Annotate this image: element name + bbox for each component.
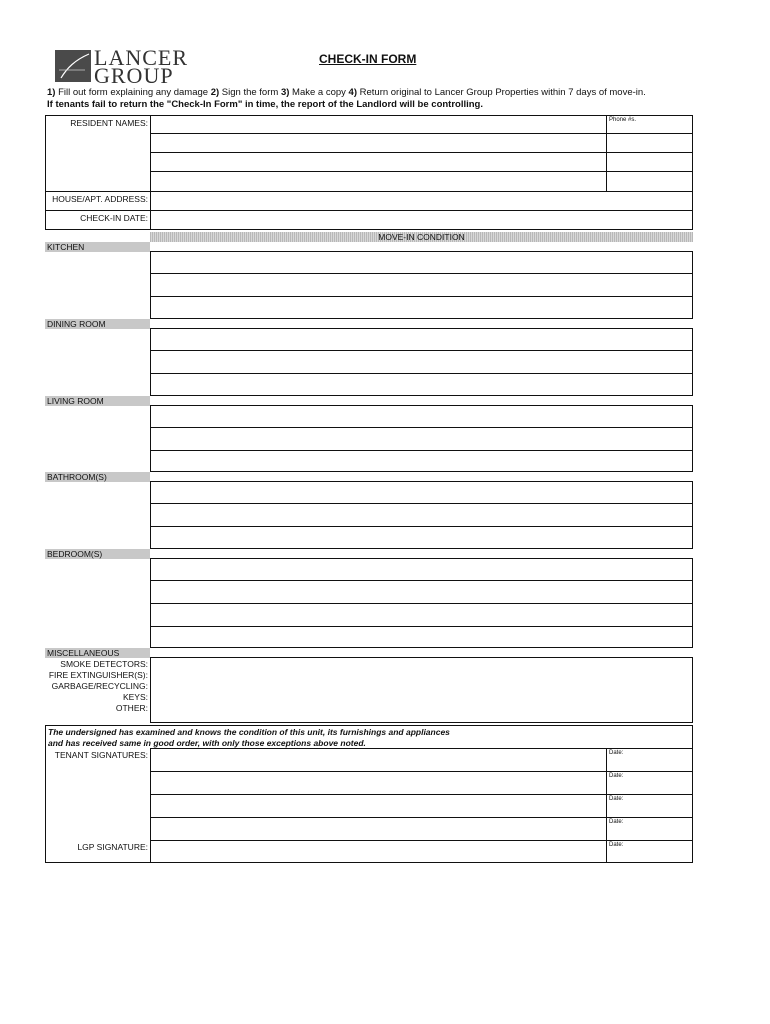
step-1-text: Fill out form explaining any damage [55, 87, 211, 98]
date-label: Date: [609, 819, 624, 825]
section-bathrooms: BATHROOM(S) [45, 472, 150, 482]
section-miscellaneous: MISCELLANEOUS [45, 648, 150, 658]
kitchen-line-2[interactable] [152, 275, 692, 295]
dining-line-3[interactable] [152, 375, 692, 395]
resident-name-field-3[interactable] [152, 155, 604, 169]
divider [150, 580, 693, 581]
lgp-signature-label: LGP SIGNATURE: [77, 842, 148, 852]
instructions [47, 87, 646, 98]
step-4-text: Return original to Lancer Group Properties within 7 days of move-in. [356, 87, 646, 98]
resident-name-field-4[interactable] [152, 174, 604, 189]
divider [150, 450, 693, 451]
section-living-room: LIVING ROOM [45, 396, 150, 406]
section-kitchen: KITCHEN [45, 242, 150, 252]
date-field-3[interactable] [630, 796, 692, 816]
warning-text: If tenants fail to return the "Check-In Form" in time, the report of the Landlord will be controlling. [47, 99, 483, 110]
divider [150, 273, 693, 274]
fire-extinguishers-label: FIRE EXTINGUISHER(S): [48, 670, 148, 680]
step-1-number: 1) [47, 87, 56, 98]
bathroom-line-1[interactable] [152, 482, 692, 502]
statement-line-1: The undersigned has examined and knows the condition of this unit, its furnishings and appliances [48, 727, 450, 737]
divider [150, 817, 693, 818]
bathroom-line-3[interactable] [152, 528, 692, 548]
divider [45, 191, 693, 192]
date-label: Date: [609, 842, 624, 848]
bedroom-line-3[interactable] [152, 605, 692, 625]
date-field-5[interactable] [630, 842, 692, 862]
step-3-text: Make a copy [289, 87, 349, 98]
living-line-1[interactable] [152, 406, 692, 426]
living-line-2[interactable] [152, 429, 692, 449]
resident-names-label: RESIDENT NAMES: [70, 118, 148, 128]
divider [150, 350, 693, 351]
logo-text-lancer: LANCER [94, 45, 188, 70]
phone-field[interactable] [608, 128, 692, 190]
tenant-signature-field-4[interactable] [152, 819, 604, 839]
move-in-condition-label: MOVE-IN CONDITION [378, 232, 465, 242]
other-label: OTHER: [115, 703, 148, 713]
kitchen-line-1[interactable] [152, 252, 692, 272]
section-dining-room: DINING ROOM [45, 319, 150, 329]
divider [150, 626, 693, 627]
divider [606, 115, 607, 192]
tenant-signatures-label: TENANT SIGNATURES: [54, 750, 148, 760]
checkin-date-label: CHECK-IN DATE: [80, 213, 148, 223]
tenant-signature-field-2[interactable] [152, 773, 604, 793]
step-4-number: 4) [348, 87, 357, 98]
logo-mark [55, 50, 91, 82]
lgp-signature-field[interactable] [152, 842, 604, 862]
date-label: Date: [609, 750, 624, 756]
section-bedrooms: BEDROOM(S) [45, 549, 150, 559]
living-line-3[interactable] [152, 452, 692, 471]
date-field-4[interactable] [630, 819, 692, 839]
divider [150, 603, 693, 604]
divider [150, 794, 693, 795]
tenant-signature-field-1[interactable] [152, 750, 604, 770]
checkin-date-field[interactable] [152, 212, 692, 228]
kitchen-line-3[interactable] [152, 298, 692, 318]
bathroom-line-2[interactable] [152, 505, 692, 525]
bedroom-line-4[interactable] [152, 628, 692, 647]
phone-label: Phone #s. [609, 117, 637, 123]
form-title: CHECK-IN FORM [319, 52, 417, 66]
divider [150, 771, 693, 772]
divider [150, 840, 693, 841]
date-label: Date: [609, 773, 624, 779]
dining-line-1[interactable] [152, 329, 692, 349]
divider [150, 427, 693, 428]
divider [150, 373, 693, 374]
smoke-detectors-label: SMOKE DETECTORS: [60, 659, 148, 669]
statement-line-2: and has received same in good order, with only those exceptions above noted. [48, 738, 366, 748]
dining-line-2[interactable] [152, 352, 692, 372]
date-field-2[interactable] [630, 773, 692, 793]
divider [150, 296, 693, 297]
divider [150, 748, 151, 863]
divider [606, 748, 607, 863]
resident-name-field-1[interactable] [152, 117, 604, 131]
step-2-number: 2) [210, 87, 220, 98]
address-label: HOUSE/APT. ADDRESS: [52, 194, 148, 204]
keys-label: KEYS: [122, 692, 148, 702]
divider [45, 210, 693, 211]
tenant-signature-field-3[interactable] [152, 796, 604, 816]
address-field[interactable] [152, 193, 692, 208]
garbage-recycling-label: GARBAGE/RECYCLING: [51, 681, 148, 691]
divider [150, 748, 693, 749]
date-field-1[interactable] [630, 750, 692, 770]
divider [150, 503, 693, 504]
bedroom-line-2[interactable] [152, 582, 692, 602]
date-label: Date: [609, 796, 624, 802]
misc-field[interactable] [152, 658, 692, 722]
resident-name-field-2[interactable] [152, 136, 604, 150]
bedroom-line-1[interactable] [152, 559, 692, 579]
step-2-text: Sign the form [219, 87, 281, 98]
logo-text-group: GROUP [94, 63, 174, 88]
step-3-number: 3) [280, 87, 290, 98]
divider [150, 526, 693, 527]
